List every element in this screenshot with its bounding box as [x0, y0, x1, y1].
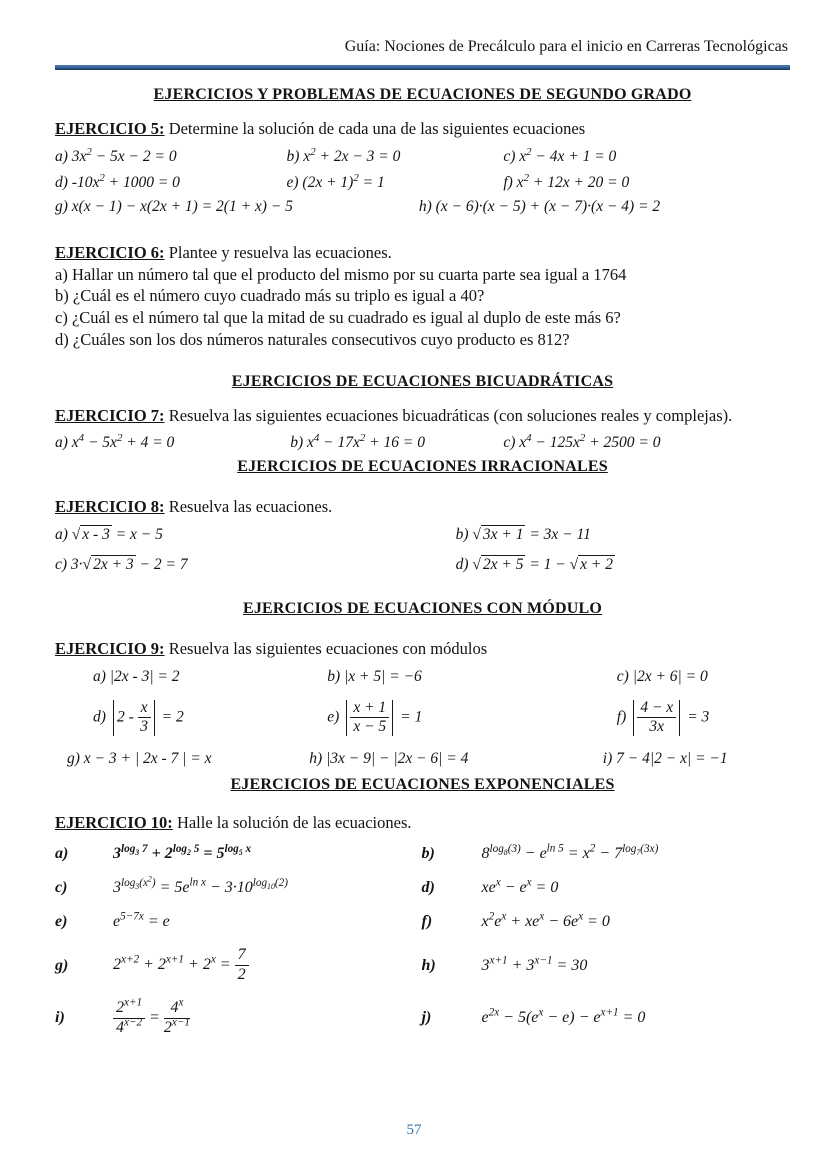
ejercicio6-intro-text: Plantee y resuelva las ecuaciones. [164, 242, 392, 262]
equation-10h: $3^{x+1} + 3^{x-1} = 30$ [481, 954, 588, 974]
equation-10h-label: h) [421, 956, 436, 974]
equation-5b: b) $x^2 + 2x - 3 = 0$ [286, 145, 401, 165]
equation-10i: $\frac{2^{x+1}}{4^{x-2}}$ = $\frac{4^x}{2^{x-1}}$ [113, 1000, 422, 1037]
equation-5h: h) (x − 6)·(x − 5) + (x − 7)·(x − 4) = 2 [418, 197, 661, 215]
equation-9h: h) |3x − 9| − |2x − 6| = 4 [309, 749, 469, 767]
ejercicio8-equations [55, 526, 790, 574]
ejercicio5-equations-rows-1-2 [55, 145, 790, 192]
equation-10b-label: b) [421, 845, 435, 863]
equation-8d: d) √ 2x + 5 = 1 − √ x + 2 [455, 556, 613, 574]
equation-9a: a) |2x - 3| = 2 [93, 667, 180, 685]
equation-10f: $x^2e^x + xe^x - 6e^x = 0$ [481, 911, 610, 931]
ejercicio10-label: EJERCICIO 10: [55, 812, 173, 832]
equation-7a: a) $x^4 - 5x^2 + 4 = 0$ [55, 432, 175, 452]
ejercicio9-intro-text: Resuelva las siguientes ecuaciones con módulos [164, 639, 488, 659]
ejercicio6-item-a: a) Hallar un número tal que el producto del mismo por su cuarta parte sea igual a 1764 [55, 264, 627, 284]
equation-10a-label: a) [55, 845, 69, 863]
ejercicio6-intro [55, 242, 790, 264]
equation-10d-label: d) [421, 879, 435, 897]
ejercicio6-label: EJERCICIO 6: [55, 242, 165, 262]
equation-5e: e) $(2x + 1)^2 = 1$ [286, 171, 385, 191]
equation-9c: c) |2x + 6| = 0 [616, 667, 708, 685]
equation-9e: e) $\frac{x + 1}{x - 5}$ = 1 [327, 698, 423, 736]
equation-10i-label: i) [55, 1009, 65, 1027]
equation-10g-label: g) [55, 956, 69, 974]
ejercicio9-intro [55, 638, 790, 660]
ejercicio10-intro-text: Halle la solución de las ecuaciones. [172, 812, 412, 832]
header-rule [55, 65, 790, 70]
equation-10f-label: f) [421, 913, 433, 931]
equation-10c: $3^{log_3(x^2)} = 5e^{ln x} - 3\cdot 10^{log_{10}(2)}$ [113, 874, 288, 897]
equation-9g: g) x − 3 + | 2x - 7 | = x [67, 749, 212, 767]
equation-8b: b) √ 3x + 1 = 3x − 11 [455, 526, 591, 544]
equation-9i: i) 7 − 4|2 − x| = −1 [602, 749, 728, 767]
ejercicio7-label: EJERCICIO 7: [55, 405, 165, 425]
ejercicio5-intro [55, 118, 790, 140]
equation-9f: f) $\frac{4 - x}{3x}$ = 3 [616, 698, 710, 736]
equation-10a: $3^{log_3 7} + 2^{log_2 5} = 5^{log_5 x}$ [113, 842, 252, 863]
ejercicio10-equations [55, 842, 790, 1036]
page-number: 57 [406, 1122, 422, 1138]
equation-7c: c) $x^4 - 125x^2 + 2500 = 0$ [503, 432, 661, 452]
ejercicio9-equations [55, 668, 790, 768]
ejercicio5-label: EJERCICIO 5: [55, 119, 165, 138]
equation-5g: g) x(x − 1) − x(2x + 1) = 2(1 + x) − 5 [55, 197, 293, 215]
section-title-modulo: EJERCICIOS DE ECUACIONES CON MÓDULO [242, 600, 603, 618]
ejercicio10-intro [55, 812, 790, 834]
equation-10e-label: e) [55, 913, 68, 931]
equation-10c-label: c) [55, 879, 68, 897]
equation-10j: $e^{2x} - 5(e^x - e) - e^{x+1} = 0$ [481, 1006, 646, 1027]
equation-8a: a) √ x - 3 = x − 5 [55, 526, 163, 544]
section-title-segundo-grado: EJERCICIOS Y PROBLEMAS DE ECUACIONES DE SEGUNDO GRADO [153, 86, 692, 103]
equation-10j-label: j) [421, 1009, 432, 1027]
section-title-exponenciales: EJERCICIOS DE ECUACIONES EXPONENCIALES [230, 775, 615, 793]
equation-10g: $2^{x+2} + 2^{x+1} + 2^x$ = $\frac{7}{2}$ [113, 947, 422, 984]
equation-9d: d) 2 - $\frac{x}{3}$ = 2 [93, 698, 184, 736]
ejercicio6-items [55, 264, 790, 351]
ejercicio6-item-d: d) ¿Cuáles son los dos números naturales consecutivos cuyo producto es 812? [55, 329, 570, 349]
equation-7b: b) $x^4 - 17x^2 + 16 = 0$ [290, 432, 425, 452]
equation-10e: $e^{5-7x} = e$ [113, 911, 170, 931]
section-title-bicuadraticas: EJERCICIOS DE ECUACIONES BICUADRÁTICAS [231, 372, 614, 390]
equation-10d: $xe^x - e^x = 0$ [481, 877, 559, 897]
ejercicio6-item-b: b) ¿Cuál es el número cuyo cuadrado más su triplo es igual a 40? [55, 286, 485, 306]
ejercicio5-equations-row-3 [55, 198, 790, 216]
equation-9b: b) |x + 5| = −6 [327, 667, 422, 685]
equation-5f: f) $x^2 + 12x + 20 = 0$ [503, 171, 630, 191]
ejercicio5-intro-text: Determine la solución de cada una de las siguientes ecuaciones [164, 119, 586, 138]
equation-5c: c) $x^2 - 4x + 1 = 0$ [503, 145, 617, 165]
ejercicio7-equations [55, 434, 790, 452]
ejercicio8-label: EJERCICIO 8: [55, 497, 165, 517]
ejercicio7-intro-text: Resuelva las siguientes ecuaciones bicuadráticas (con soluciones reales y complejas). [164, 405, 733, 425]
section-title-irracionales: EJERCICIOS DE ECUACIONES IRRACIONALES [237, 458, 608, 476]
ejercicio8-intro [55, 496, 790, 518]
equation-10b: $8^{log_8(3)} - e^{ln 5} = x^2 - 7^{log_7(3x)}$ [481, 842, 659, 863]
ejercicio9-label: EJERCICIO 9: [55, 639, 165, 659]
equation-5a: a) $3x^2 - 5x - 2 = 0$ [55, 145, 177, 165]
ejercicio6-item-c: c) ¿Cuál es el número tal que la mitad de su cuadrado es igual al duplo de este más 6? [55, 308, 621, 328]
document-header-title: Guía: Nociones de Precálculo para el inicio en Carreras Tecnológicas [344, 38, 788, 55]
equation-5d: d) $-10x^2 + 1000 = 0$ [55, 171, 180, 191]
ejercicio8-intro-text: Resuelva las ecuaciones. [164, 497, 333, 517]
equation-8c: c) 3·√ 2x + 3 − 2 = 7 [55, 556, 188, 574]
ejercicio7-intro [55, 405, 790, 427]
